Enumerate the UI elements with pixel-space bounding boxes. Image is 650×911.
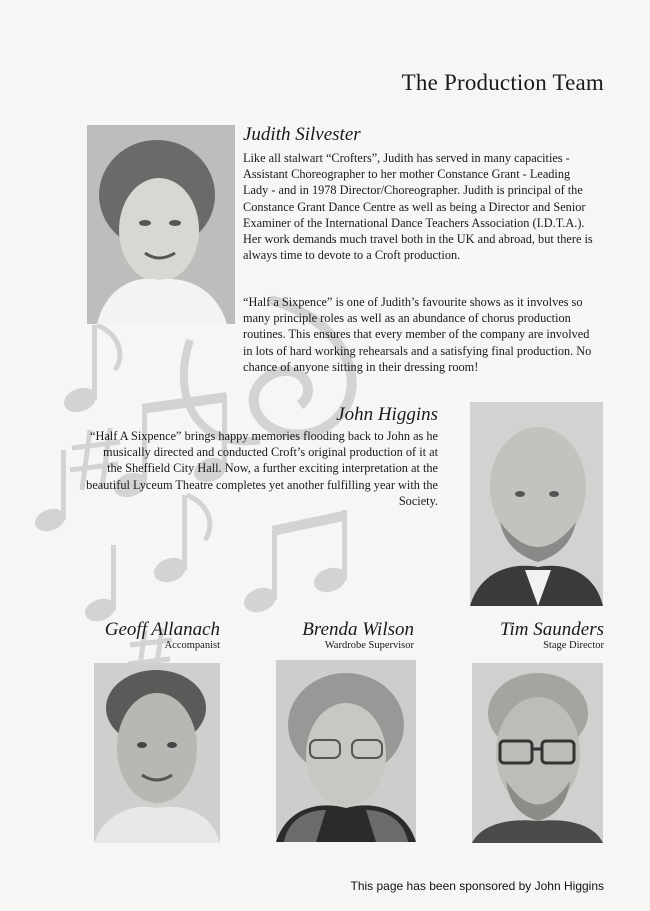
brenda-wilson-photo <box>276 660 416 842</box>
sponsor-note: This page has been sponsored by John Higgins <box>350 879 604 893</box>
john-higgins-photo <box>470 402 603 606</box>
brenda-wilson-name: Brenda Wilson <box>302 619 414 640</box>
tim-saunders-name: Tim Saunders <box>500 619 604 640</box>
judith-silvester-photo <box>87 125 235 324</box>
judith-silvester-bio-paragraph-1: Like all stalwart “Crofters”, Judith has served in many capacities - Assistant Choreographer to her mother Constance Grant - Leading Lady - and in 1978 Director/Choreographer. Judith is principal of the Constance Grant Dance Centre as well as being a Director and Senior Examiner of the International Dance Teachers Association (I.D.T.A.). Her work demands much travel both in the UK and abroad, but there is always time to devote to a Croft production. <box>243 151 593 263</box>
page-title: The Production Team <box>401 70 604 95</box>
tim-saunders-role: Stage Director <box>543 640 604 651</box>
judith-silvester-name: Judith Silvester <box>243 124 361 145</box>
judith-silvester-bio-paragraph-2: “Half a Sixpence” is one of Judith’s favourite shows as it involves so many principle roles as well as an abundance of chorus production routines. This ensures that every member of the company are involved in lots of hard working rehearsals and a satisfying final production. No chance of anyone sitting in their dressing room! <box>243 295 592 374</box>
john-higgins-name: John Higgins <box>336 404 438 425</box>
geoff-allanach-photo <box>94 663 220 843</box>
john-higgins-bio: “Half A Sixpence” brings happy memories flooding back to John as he musically directed and conducted Croft’s original production of it at the Sheffield City Hall. Now, a further exciting interpretation at the beautiful Lyceum Theatre completes yet another fulfilling year with the Society. <box>86 429 438 508</box>
geoff-allanach-name: Geoff Allanach <box>104 619 220 640</box>
geoff-allanach-role: Accompanist <box>164 640 220 651</box>
tim-saunders-photo <box>472 663 603 843</box>
brenda-wilson-role: Wardrobe Supervisor <box>324 640 414 651</box>
